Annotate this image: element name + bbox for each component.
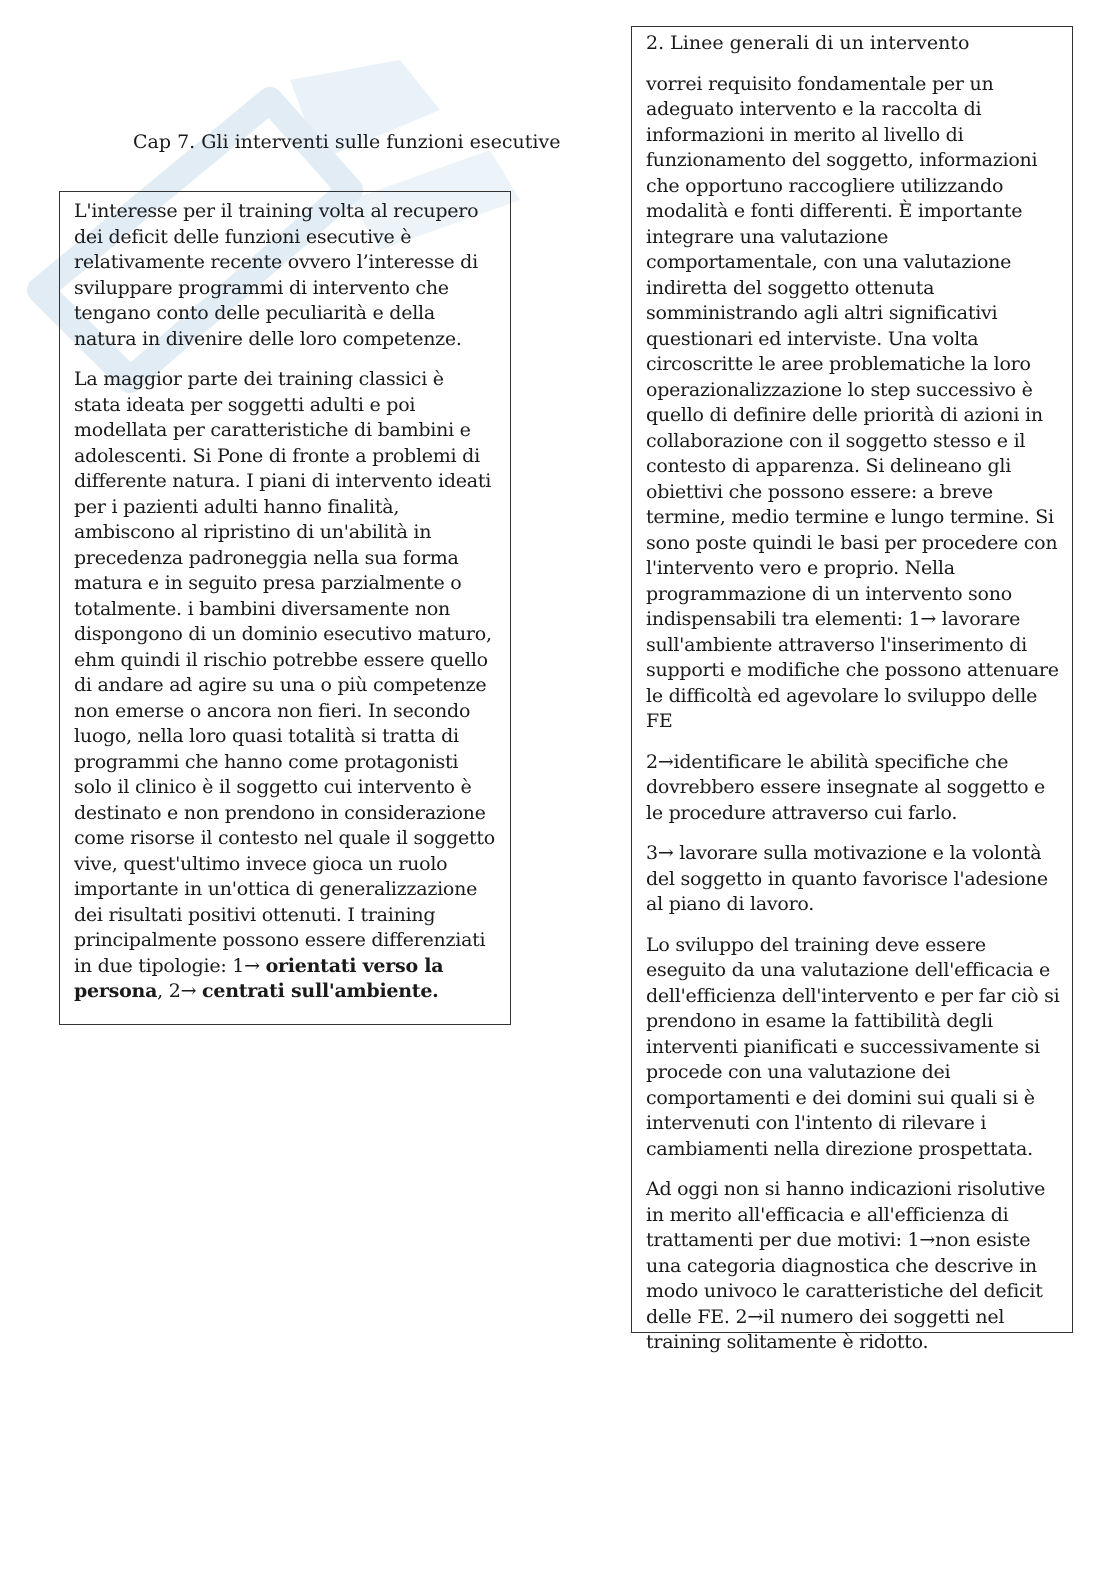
- right-paragraph-requirements: vorrei requisito fondamentale per un adeguato intervento e la raccolta di informazioni in merito al livello di funzionamento del soggetto, informazioni che opportuno raccogliere utilizzando modalità e fonti differenti. È importante integrare una valutazione comportamentale, con una valutazione indiretta del soggetto ottenuta somministrando agli altri significativi questionari ed interviste. Una volta circoscritte le aree problematiche la loro operazionalizzazione lo step successivo è quello di definire delle priorità di azioni in collaborazione con il soggetto stesso e il contesto di apparenza. Si delineano gli obiettivi che possono essere: a breve termine, medio termine e lungo termine. Si sono poste quindi le basi per procedere con l'intervento vero e proprio. Nella programmazione di un intervento sono indispensabili tra elementi: 1→ lavorare sull'ambiente attraverso l'inserimento di supporti e modifiche che possono attenuare le difficoltà ed agevolare lo sviluppo delle FE: [646, 72, 1059, 732]
- type2-label: centrati sull'ambiente.: [202, 980, 439, 1002]
- right-paragraph-conclusion: Ad oggi non si hanno indicazioni risolutive in merito all'efficacia e all'efficienza di trattamenti per due motivi: 1→non esiste una categoria diagnostica che descrive in modo univoco le caratteristiche del deficit delle FE. 2→il numero dei soggetti nel training solitamente è ridotto.: [646, 1178, 1046, 1353]
- section-heading: 2. Linee generali di un intervento: [646, 32, 970, 54]
- left-paragraph-training-text: La maggior parte dei training classici è stata ideata per soggetti adulti e poi modellata per caratteristiche di bambini e adolescenti. Si Pone di fronte a problemi di differente natura. I piani di intervento ideati per i pazienti adulti hanno finalità, ambiscono al ripristino di un'abilità in precedenza padroneggia nella sua forma matura e in seguito presa parzialmente o totalmente. i bambini diversamente non dispongono di un dominio esecutivo maturo, ehm quindi il rischio potrebbe essere quello di andare ad agire su una o più competenze non emerse o ancora non fieri. In secondo luogo, nella loro quasi totalità si tratta di programmi che hanno come protagonisti solo il clinico è il soggetto cui intervento è destinato e non prendono in considerazione come risorse il contesto nel quale il soggetto vive, quest'ultimo invece gioca un ruolo importante in un'ottica di generalizzazione dei risultati positivi ottenuti. I training principalmente possono essere differenziati in due tipologie:: [74, 368, 495, 977]
- left-text-box: [59, 191, 511, 1025]
- right-paragraph-motivation: 3→ lavorare sulla motivazione e la volontà del soggetto in quanto favorisce l'adesione al piano di lavoro.: [646, 842, 1048, 915]
- types-separator: ,: [157, 980, 169, 1002]
- left-paragraph-intro: L'interesse per il training volta al recupero dei deficit delle funzioni esecutive è relativamente recente ovvero l’interesse di sviluppare programmi di intervento che tengano conto delle peculiarità e della natura in divenire delle loro competenze.: [74, 200, 479, 350]
- right-text-box: [631, 26, 1073, 1353]
- right-paragraph-abilities: 2→identificare le abilità specifiche che dovrebbero essere insegnate al soggetto e le procedure attraverso cui farlo.: [646, 750, 1046, 824]
- right-paragraph-evaluation: Lo sviluppo del training deve essere eseguito da una valutazione dell'efficacia e dell'efficienza dell'intervento e per far ciò si prendono in esame la fattibilità degli interventi pianificati e successivamente si procede con una valutazione dei comportamenti e dei domini sui quali si è intervenuti con l'intento di rilevare i cambiamenti nella direzione prospettata.: [646, 933, 1060, 1160]
- page-title: Cap 7. Gli interventi sulle funzioni esecutive: [133, 131, 561, 153]
- type1-marker: 1→: [232, 954, 266, 977]
- type1-label: orientati verso la persona: [74, 954, 444, 1002]
- type2-marker: 2→: [168, 980, 203, 1002]
- left-paragraph-training: [74, 367, 496, 1005]
